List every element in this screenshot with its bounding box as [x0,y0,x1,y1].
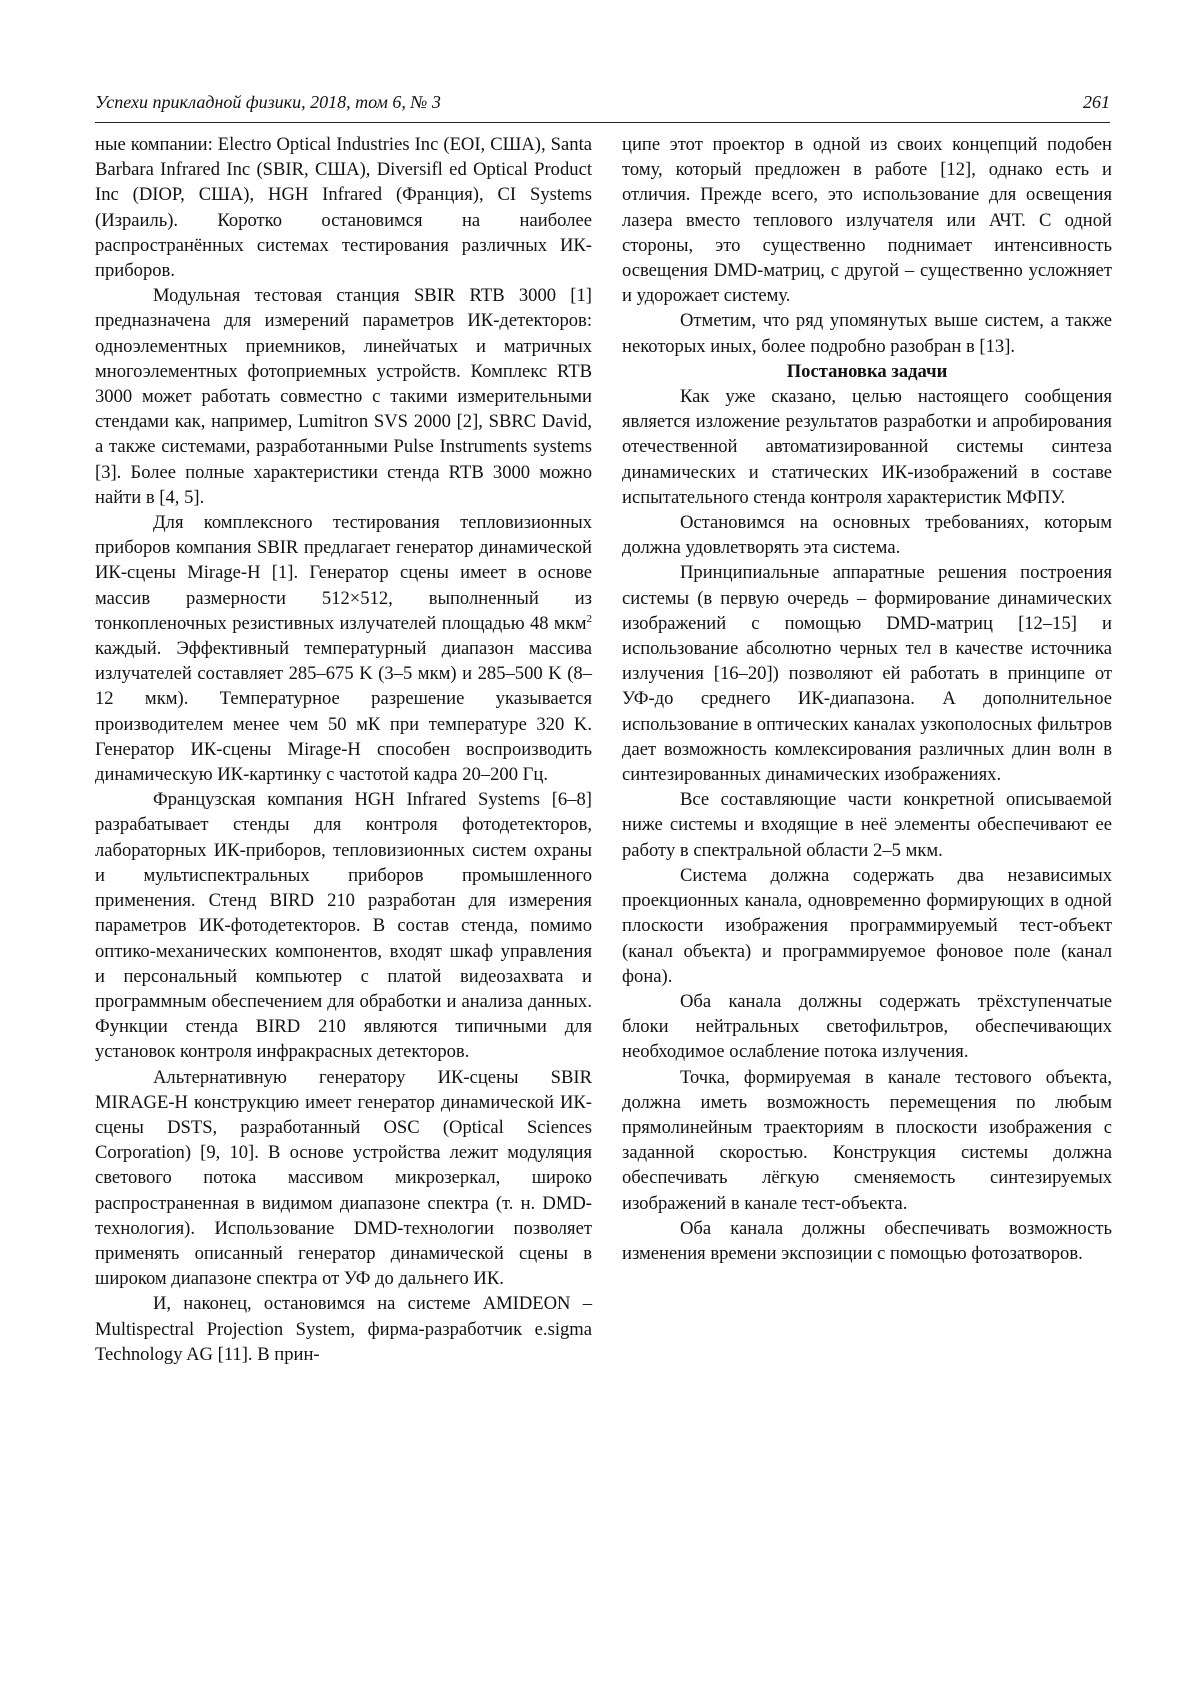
superscript: 2 [586,612,592,625]
paragraph: Модульная тестовая станция SBIR RTB 3000 [1] предназначена для измерений параметров ИК-детекторов: одноэлементных приемников, линейчатых и матричных многоэлементных фотоприемных устройств. Комплекс RTB 3000 может работать совместно с такими измерительными стендами как, например, Lumitron SVS 2000 [2], SBRC David, а также системами, разработанными Pulse Instruments systems [3]. Более полные характеристики стенда RTB 3000 можно найти в [4, 5]. [95,285,592,508]
paragraph [95,510,592,787]
left-column [95,132,592,1367]
paragraph: Альтернативную генератору ИК-сцены SBIR MIRAGE-H конструкцию имеет генератор динамической ИК-сцены DSTS, разработанный OSC (Optical Sciences Corporation) [9, 10]. В основе устройства лежит модуляция светового потока массивом микрозеркал, широко распространенная в видимом диапазоне спектра (т. н. DMD-технология). Использование DMD-технологии позволяет применять описанный генератор динамической сцены в широком диапазоне спектра от УФ до дальнего ИК. [95,1066,592,1290]
paragraph: Как уже сказано, целью настоящего сообщения является изложение результатов разработки и апробирования отечественной автоматизированной системы синтеза динамических и статических ИК-изображений в составе испытательного стенда контроля характеристик МФПУ. [622,386,1112,508]
paragraph: Остановимся на основных требованиях, которым должна удовлетворять эта система. [622,512,1112,559]
paragraph: Все составляющие части конкретной описываемой ниже системы и входящие в неё элементы обеспечивают ее работу в спектральной области 2–5 мкм. [622,789,1112,861]
paragraph-text: Для комплексного тестирования тепловизионных приборов компания SBIR предлагает генератор динамической ИК-сцены Mirage-H [1]. Генератор сцены имеет в основе массив размерности 512×512, выполненный из тонкопленочных резистивных излучателей площадью 48 мкм [95,512,592,634]
paragraph: Оба канала должны содержать трёхступенчатые блоки нейтральных светофильтров, обеспечивающих необходимое ослабление потока излучения. [622,990,1112,1063]
paragraph: Отметим, что ряд упомянутых выше систем, а также некоторых иных, более подробно разобран в [13]. [622,310,1112,357]
running-header [95,92,1110,123]
paragraph: И, наконец, остановимся на системе AMIDEON – Multispectral Projection System, фирма-разработчик e.sigma Technology AG [11]. В прин- [95,1293,592,1365]
paragraph: Принципиальные аппаратные решения построения системы (в первую очередь – формирование динамических изображений с помощью DMD-матриц [12–15] и использование абсолютно черных тел в качестве источника излучения [16–20]) позволяют ей работать в принципе от УФ-до среднего ИК-диапазона. А дополнительное использование в оптических каналах узкополосных фильтров дает возможность комлексирования различных длин волн в синтезированных динамических изображениях. [622,562,1112,786]
paragraph: Система должна содержать два независимых проекционных канала, одновременно формирующих в одной плоскости изображения программируемый тест-объект (канал объекта) и программируемое фоновое поле (канал фона). [622,864,1112,987]
paragraph: ные компании: Electro Optical Industries Inc (EOI, США), Santa Barbara Infrared Inc (SBIR, США), Diversifl ed Optical Product Inc (DIOP, США), HGH Infrared (Франция), CI Systems (Израиль). Коротко остановимся на наиболее распространённых системах тестирования различных ИК-приборов. [95,134,592,282]
paragraph: Точка, формируемая в канале тестового объекта, должна иметь возможность перемещения по любым прямолинейным траекториям в плоскости изображения с заданной скоростью. Конструкция системы должна обеспечивать лёгкую сменяемость синтезируемых изображений в канале тест-объекта. [622,1066,1112,1214]
paragraph: ципе этот проектор в одной из своих концепций подобен тому, который предложен в работе [12], однако есть и отличия. Прежде всего, это использование для освещения лазера вместо теплового излучателя или АЧТ. С одной стороны, это существенно поднимает интенсивность освещения DMD-матриц, с другой – существенно усложняет и удорожает систему. [622,134,1112,307]
paragraph-text: каждый. Эффективный температурный диапазон массива излучателей составляет 285–675 K (3–5 мкм) и 285–500 K (8–12 мкм). Температурное разрешение указывается производителем менее чем 50 мК при температуре 320 K. Генератор ИК-сцены Mirage-H способен воспроизводить динамическую ИК-картинку с частотой кадра 20–200 Гц. [95,638,592,786]
journal-title: Успехи прикладной физики, 2018, том 6, № 3 [95,92,441,112]
paragraph: Оба канала должны обеспечивать возможность изменения времени экспозиции с помощью фотозатворов. [622,1217,1112,1264]
page-number: 261 [1083,92,1110,112]
right-column [622,132,1112,1266]
section-title: Постановка задачи [786,360,948,382]
paragraph: Французская компания HGH Infrared Systems [6–8] разрабатывает стенды для контроля фотодетекторов, лабораторных ИК-приборов, тепловизионных систем охраны и мультиспектральных приборов промышленного применения. Стенд BIRD 210 разработан для измерения параметров ИК-фотодетекторов. В состав стенда, помимо оптико-механических компонентов, входят шкаф управления и персональный компьютер с платой видеозахвата и программным обеспечением для обработки и анализа данных. Функции стенда BIRD 210 являются типичными для установок контроля инфракрасных детекторов. [95,789,592,1063]
